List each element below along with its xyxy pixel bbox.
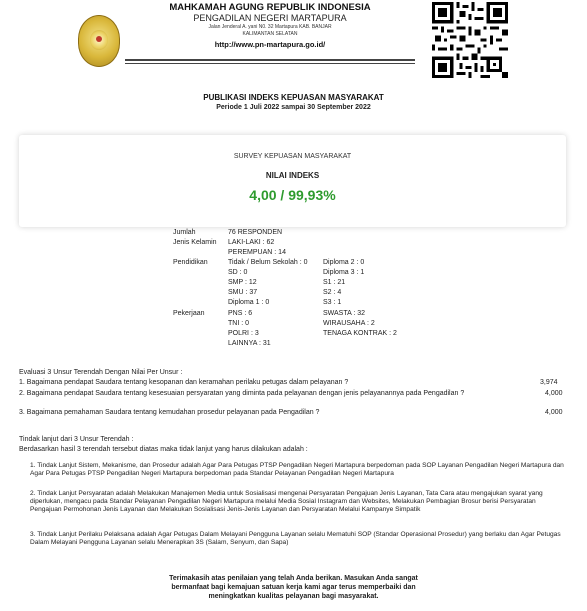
header-divider bbox=[125, 59, 415, 61]
evaluation-item: 3. Bagaimana pemahaman Saudara tentang kemudahan prosedur pelayanan pada Pengadilan ? bbox=[19, 409, 320, 416]
jk-laki: LAKI-LAKI : 62 bbox=[228, 239, 275, 246]
pendidikan-item: S2 : 4 bbox=[323, 289, 342, 296]
court-logo bbox=[78, 15, 120, 67]
pendidikan-item: S1 : 21 bbox=[323, 279, 346, 286]
qr-code-icon bbox=[432, 2, 508, 78]
followup-item: 3. Tindak Lanjut Perilaku Pelaksana adalah Agar Petugas Dalam Melayani Pengguna Layanan selalu Mematuhi SOP (Standar Operasional Prosedur) yang berlaku dan Agar Petugas Dalam Melayani Pengguna Layanan selalu Menerapkan 3S (Salam, Senyum, dan Sapa) bbox=[30, 531, 561, 546]
pendidikan-label: Pendidikan bbox=[173, 259, 208, 266]
followup-item: 1. Tindak Lanjut Sistem, Mekanisme, dan Prosedur adalah Agar Para Petugas PTSP Pengadilan Negeri Martapura berpedoman pada SOP Layanan Pengadilan Negeri Martapura dan Agar Para Petugas PTSP Pengadilan Negeri Martapura berpedoman pada Standar Pelayanan Pengadilan Negeri Martapura bbox=[30, 462, 564, 477]
jk-perempuan: PEREMPUAN : 14 bbox=[228, 249, 286, 256]
jumlah-value: 76 RESPONDEN bbox=[228, 229, 283, 236]
address: Jalan Jenderal A. yani N0. 32 Martapura KAB. BANJAR bbox=[208, 24, 332, 30]
pekerjaan-item: POLRI : 3 bbox=[228, 330, 259, 337]
header-divider-thin bbox=[125, 63, 415, 64]
region: KALIMANTAN SELATAN bbox=[242, 31, 298, 37]
pendidikan-item: SD : 0 bbox=[228, 269, 248, 276]
followup-item: 2. Tindak Lanjut Persyaratan adalah Melakukan Manajemen Media untuk Sosialisasi mengenai Persyaratan Pengajuan Jenis Layanan, Tata Cara atau mengajukan syarat yang diperlukan, mengacu pada Standar Pelayanan Pengadilan Negeri Martapura melalui Media Sosial Instagram dan Websites, Melakukan Pembagian Brosur berisi Persyaratan Pengajuan Permohonan Jenis Layanan dan Melakukan Sosialisasi Jenis-Jenis Layanan dan Persyaratan Melalui Kampanye Simpatik bbox=[30, 490, 543, 513]
pekerjaan-item: WIRAUSAHA : 2 bbox=[323, 320, 375, 327]
page-title: PUBLIKASI INDEKS KEPUASAN MASYARAKAT bbox=[203, 93, 384, 102]
pekerjaan-item: TNI : 0 bbox=[228, 320, 250, 327]
period-subtitle: Periode 1 Juli 2022 sampai 30 September 2022 bbox=[216, 104, 371, 111]
evaluation-heading: Evaluasi 3 Unsur Terendah Dengan Nilai Per Unsur : bbox=[19, 369, 183, 376]
evaluation-score: 4,000 bbox=[545, 390, 563, 397]
pendidikan-item: Diploma 2 : 0 bbox=[323, 259, 365, 266]
org-name: MAHKAMAH AGUNG REPUBLIK INDONESIA bbox=[169, 2, 371, 13]
evaluation-score: 3,974 bbox=[540, 379, 558, 386]
pendidikan-item: Diploma 1 : 0 bbox=[228, 299, 270, 306]
closing-line: Terimakasih atas penilaian yang telah Anda berikan. Masukan Anda sangat bbox=[169, 575, 418, 582]
closing-line: bermanfaat bagi kemajuan satuan kerja kami agar terus memperbaiki dan bbox=[171, 584, 416, 591]
pekerjaan-item: PNS : 6 bbox=[228, 310, 253, 317]
court-name: PENGADILAN NEGERI MARTAPURA bbox=[193, 13, 347, 23]
evaluation-score: 4,000 bbox=[545, 409, 563, 416]
pendidikan-item: SMU : 37 bbox=[228, 289, 258, 296]
followup-intro: Berdasarkan hasil 3 terendah tersebut diatas maka tidak lanjut yang harus dilakukan adalah : bbox=[19, 446, 308, 453]
survey-label: SURVEY KEPUASAN MASYARAKAT bbox=[233, 153, 352, 160]
website-link[interactable]: http://www.pn-martapura.go.id/ bbox=[214, 40, 326, 49]
followup-heading: Tindak lanjut dari 3 Unsur Terendah : bbox=[19, 436, 134, 443]
evaluation-item: 1. Bagaimana pendapat Saudara tentang kesopanan dan keramahan perilaku petugas dalam pelayanan ? bbox=[19, 379, 349, 386]
pekerjaan-item: LAINNYA : 31 bbox=[228, 340, 271, 347]
index-card bbox=[19, 135, 566, 227]
pendidikan-item: S3 : 1 bbox=[323, 299, 342, 306]
index-label: NILAI INDEKS bbox=[265, 171, 320, 180]
pekerjaan-item: TENAGA KONTRAK : 2 bbox=[323, 330, 397, 337]
jumlah-label: Jumlah bbox=[173, 229, 196, 236]
pendidikan-item: SMP : 12 bbox=[228, 279, 257, 286]
index-value: 4,00 / 99,93% bbox=[249, 187, 336, 203]
evaluation-item: 2. Bagaimana pendapat Saudara tentang kesesuaian persyaratan yang diminta pada pelayanan dengan jenis pelayanannya pada Pengadilan ? bbox=[19, 390, 465, 397]
closing-line: meningkatkan kualitas pelayanan bagi masyarakat. bbox=[208, 593, 379, 600]
jenis-kelamin-label: Jenis Kelamin bbox=[173, 239, 217, 246]
pendidikan-item: Tidak / Belum Sekolah : 0 bbox=[228, 259, 308, 266]
pendidikan-item: Diploma 3 : 1 bbox=[323, 269, 365, 276]
pekerjaan-label: Pekerjaan bbox=[173, 310, 205, 317]
pekerjaan-item: SWASTA : 32 bbox=[323, 310, 366, 317]
